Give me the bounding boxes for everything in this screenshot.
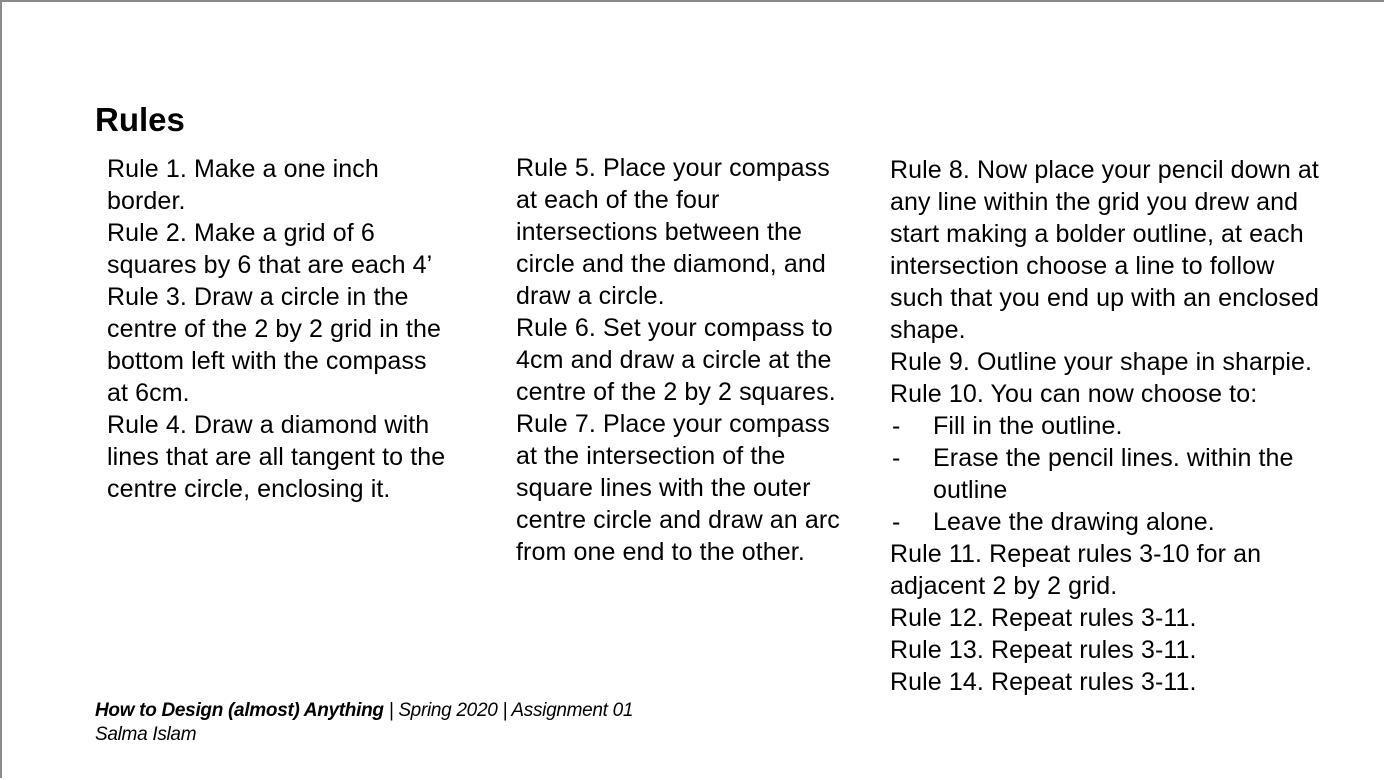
rules-column-1 (107, 153, 447, 505)
dash-bullet: - (892, 444, 901, 472)
rule-13: Rule 13. Repeat rules 3-11. (890, 636, 1197, 664)
footer (95, 699, 633, 747)
rule-14: Rule 14. Repeat rules 3-11. (890, 668, 1197, 696)
rule-4: Rule 4. Draw a diamond with lines that are all tangent to the centre circle, enclosing it. (107, 411, 446, 503)
course-title: How to Design (almost) Anything (95, 700, 384, 721)
rule-10-option (890, 410, 1330, 442)
rules-column-3 (890, 154, 1330, 698)
rule-5: Rule 5. Place your compass at each of the four intersections between the circle and the diamond, and draw a circle. (516, 154, 830, 310)
footer-separator: | (497, 700, 512, 721)
rule-12: Rule 12. Repeat rules 3-11. (890, 604, 1197, 632)
rule-6: Rule 6. Set your compass to 4cm and draw a circle at the centre of the 2 by 2 squares. (516, 314, 836, 406)
author-name: Salma Islam (95, 724, 197, 745)
rule-10-option-text: Leave the drawing alone. (933, 508, 1215, 536)
rule-7: Rule 7. Place your compass at the intersection of the square lines with the outer centre circle and draw an arc from one end to the other. (516, 410, 840, 566)
footer-course-line (95, 699, 633, 723)
rule-10-option-text: Fill in the outline. (933, 412, 1123, 440)
rule-10-options (890, 410, 1330, 538)
rule-10-option (890, 442, 1330, 506)
rule-10-option-text: Erase the pencil lines. within the outline (933, 444, 1294, 504)
page-title: Rules (95, 101, 185, 138)
rule-10-option (890, 506, 1330, 538)
rules-column-2 (516, 152, 856, 568)
rule-9: Rule 9. Outline your shape in sharpie. (890, 348, 1313, 376)
footer-separator: | (383, 700, 399, 721)
assignment-label: Assignment 01 (511, 700, 634, 721)
term: Spring 2020 (398, 700, 498, 721)
rule-8: Rule 8. Now place your pencil down at any line within the grid you drew and start making a bolder outline, at each intersection choose a line to follow such that you end up with an enclosed shape. (890, 156, 1319, 344)
dash-bullet: - (892, 508, 901, 536)
rule-2: Rule 2. Make a grid of 6 squares by 6 that are each 4’ (107, 219, 433, 279)
dash-bullet: - (892, 412, 901, 440)
rule-1: Rule 1. Make a one inch border. (107, 155, 379, 215)
rule-11: Rule 11. Repeat rules 3-10 for an adjacent 2 by 2 grid. (890, 540, 1262, 600)
rule-10: Rule 10. You can now choose to: (890, 380, 1258, 408)
rule-3: Rule 3. Draw a circle in the centre of the 2 by 2 grid in the bottom left with the compass at 6cm. (107, 283, 441, 407)
